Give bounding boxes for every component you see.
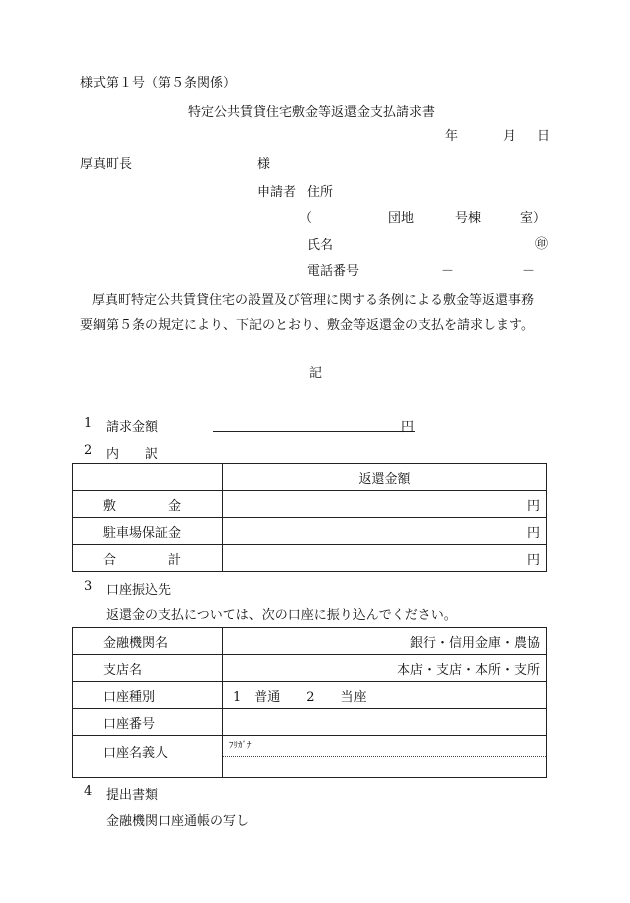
breakdown-label-total <box>73 545 223 572</box>
table-row <box>73 518 547 545</box>
row-label: 敷 金 <box>103 498 182 514</box>
item1-unit: 円 <box>401 420 415 435</box>
table-row <box>73 682 547 709</box>
account-type-value[interactable]: 1 普通 2 当座 <box>223 682 547 709</box>
applicant-label: 申請者 <box>257 185 297 200</box>
date-month: 月 <box>503 129 517 144</box>
item4-number: 4 <box>84 784 93 799</box>
breakdown-label-deposit <box>73 491 223 518</box>
claim-amount-line[interactable] <box>213 431 415 432</box>
address-danchi: 団地 <box>388 211 415 226</box>
address-room: 室） <box>520 211 547 226</box>
seal-mark: ㊞ <box>535 237 549 252</box>
furigana-label: ﾌﾘｶﾞﾅ <box>229 741 252 751</box>
name-label: 氏名 <box>307 238 334 253</box>
table-row <box>73 628 547 655</box>
item2-number: 2 <box>84 443 93 458</box>
addressee-name: 厚真町長 <box>80 157 133 172</box>
addressee-honorific: 様 <box>257 157 271 172</box>
phone-dash-1: － <box>441 264 455 279</box>
breakdown-header-row <box>73 464 547 491</box>
address-gou-tou: 号棟 <box>455 211 482 226</box>
item3-note: 返還金の支払については、次の口座に振り込んでください。 <box>106 608 457 623</box>
breakdown-label-parking <box>73 518 223 545</box>
item3-label: 口座振込先 <box>106 583 172 598</box>
branch-name-label: 支店名 <box>73 655 223 682</box>
table-row <box>73 709 547 736</box>
bank-account-table <box>72 627 547 778</box>
ki-heading: 記 <box>309 366 323 381</box>
breakdown-value-total[interactable] <box>223 545 547 572</box>
row-label: 合 計 <box>103 552 182 568</box>
account-type-label: 口座種別 <box>73 682 223 709</box>
item4-value: 金融機関口座通帳の写し <box>106 814 250 829</box>
row-unit: 円 <box>526 525 540 541</box>
bank-name-label: 金融機関名 <box>73 628 223 655</box>
address-paren-open: （ <box>299 211 313 226</box>
date-day: 日 <box>537 129 551 144</box>
bank-name-value[interactable]: 銀行・信用金庫・農協 <box>223 628 547 655</box>
item1-number: 1 <box>84 416 93 431</box>
breakdown-value-deposit[interactable] <box>223 491 547 518</box>
body-line-2: 要綱第５条の規定により、下記のとおり、敷金等返還金の支払を請求します。 <box>80 318 534 333</box>
account-holder-value[interactable] <box>223 736 547 778</box>
form-label: 様式第１号（第５条関係） <box>80 76 237 91</box>
address-label: 住所 <box>307 185 334 200</box>
row-unit: 円 <box>526 498 540 514</box>
breakdown-header-blank <box>73 464 223 491</box>
row-unit: 円 <box>526 552 540 568</box>
table-row <box>73 491 547 518</box>
breakdown-header: 返還金額 <box>223 464 547 491</box>
item2-label: 内 訳 <box>106 447 159 462</box>
document-title: 特定公共賃貸住宅敷金等返還金支払請求書 <box>188 105 436 120</box>
body-line-1: 厚真町特定公共賃貸住宅の設置及び管理に関する条例による敷金等返還事務 <box>92 293 535 308</box>
phone-dash-2: － <box>522 264 536 279</box>
breakdown-value-parking[interactable] <box>223 518 547 545</box>
table-row <box>73 545 547 572</box>
date-year: 年 <box>445 129 459 144</box>
table-row <box>73 736 547 778</box>
account-number-label: 口座番号 <box>73 709 223 736</box>
account-number-value[interactable] <box>223 709 547 736</box>
item1-label: 請求金額 <box>106 420 159 435</box>
account-holder-label: 口座名義人 <box>73 736 223 778</box>
row-label: 駐車場保証金 <box>103 525 182 541</box>
branch-name-value[interactable]: 本店・支店・本所・支所 <box>223 655 547 682</box>
item3-number: 3 <box>84 579 93 594</box>
breakdown-table <box>72 463 547 572</box>
item4-label: 提出書類 <box>106 788 159 803</box>
phone-label: 電話番号 <box>307 264 360 279</box>
table-row <box>73 655 547 682</box>
